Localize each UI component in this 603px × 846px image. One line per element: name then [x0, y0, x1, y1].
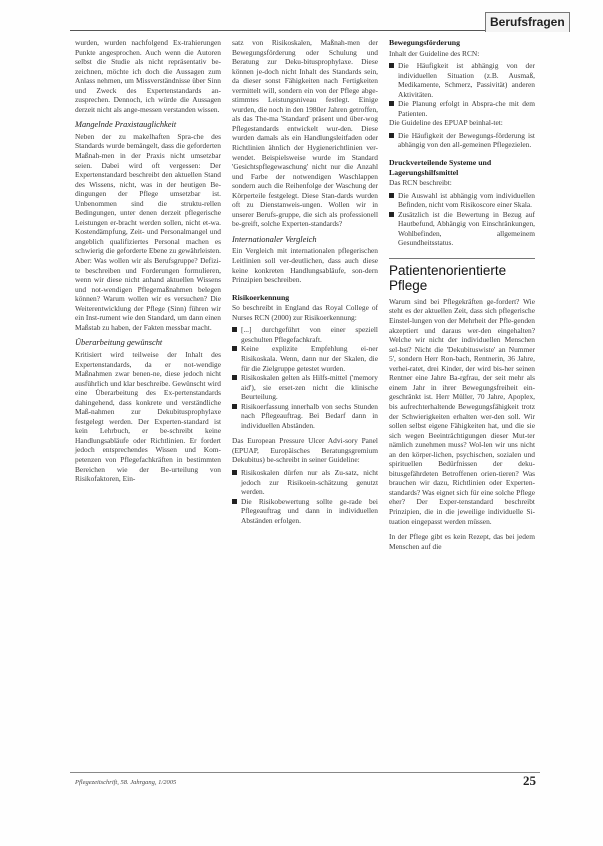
subheading: Druckverteilende Systeme und Lagerungshilfsmittel — [389, 158, 492, 177]
paragraph: satz von Risikoskalen, Maßnah-men der Bewegungsförderung oder Schulung und Beratung zur Deku-bitusprophylaxe. Diese können je-doch nicht Inhalt des Standards sein, da dieser sonst Fähigkeiten nach Fertigkeiten vermittelt will, sondern ein von der Pflege abge-stimmtes Leistungsniveau festlegt. Einige wurden, die noch in den 1980er Jahren getroffen, als das The-ma 'Standard' präsent und über-wog Pflegestandards entwickelt wur-den. Diese wurden damals als ein Handlungsleitfaden oder Richtlinien ähnlich der Hygienerichtlinien ver-wendet. Beispielsweise wurde im Standard 'Gesichtspflegewaschung' nicht nur die Anzahl und Farbe der notwendigen Waschlappen sondern auch die Reihenfolge der Waschung der Körperteile festgelegt. Diese Stan-dards wurden oft zu Dienstanweis-ungen. Wollen wir in unserer Berufs-gruppe, die sich als professionell be-greift, solche Experten-standards? — [232, 38, 378, 229]
section-heading: Patientenorientierte Pflege — [389, 258, 535, 293]
bullet-item: Risikoerfassung innerhalb von sechs Stunden nach Pflegeauftrag. Bei Bedarf dann in individuellen Abständen. — [232, 402, 378, 431]
column-2 — [232, 38, 378, 525]
paragraph: Die Guideline des EPUAP beinhal-tet: — [389, 118, 503, 128]
paragraph: Ein Vergleich mit internationalen pflegerischen Leitlinien soll ver-deutlichen, dass auch diese keine konkreten Handlungsabläufe, son-dern Prinzipien beschreiben. — [232, 246, 378, 285]
paragraph: Das RCN beschreibt: — [389, 178, 452, 188]
page-number: 25 — [523, 773, 536, 788]
section-title: Berufsfragen — [485, 12, 570, 32]
bullet-item: Zusätzlich ist die Bewertung in Bezug auf Hautbefund, Abhängig von Einschränkungen, Wohlbefinden, allgemeinem Gesundheitsstatus. — [389, 210, 535, 248]
column-1 — [75, 38, 221, 487]
bullet-item: Keine explizite Empfehlung ei-ner Risikoskala. Wenn, dann nur der Skalen, die für die Zielgruppe getestet wurden. — [232, 344, 378, 373]
paragraph: Neben der zu makelhaften Spra-che des Standards wurde bemängelt, dass die geforderten Maßnah-men in der Praxis nicht umsetzbar seien. Dabei wird oft vergessen: Der Expertenstandard beschreibt den aktuellen Stand des Wissens, nicht, was in der heutigen Be-dingungen der Pflege umsetzbar ist. Unbenommen sind die struktu-rellen Bedingungen, unter denen derzeit pflegerische Leistungen er-bracht werden sollen, nicht et-wa. Kostendämpfung, Zeit- und Personalmangel und angeblich qualifiziertes Personal machen es schwierig die geforderte Ebene zu gewährleisten. Aber: Was wollen wir als Berufsgruppe? Defizi-te beschreiben und Forderungen formulieren, wenn wir diese nicht anhand aktuellen Wissens und not-wendigen Pflegemaßnahmen belegen können? Warum wollen wir es versuchen? Die Weiterentwicklung der Pflege (Sinn) führen wir ein Inst-rument wie den Standard, um dann einen Maßstab zu haben, der Fakten messbar macht. — [75, 131, 221, 332]
paragraph: Das European Pressure Ulcer Advi-sory Panel (EPUAP, Europäisches Beratungsgremium Dekubitus) be-schreibt in seiner Guideline: — [232, 436, 378, 465]
subheading: Risikoerkennung — [232, 292, 290, 302]
paragraph: Kritisiert wird teilweise der Inhalt des Expertenstandards, da er not-wendige Maßnahmen zwar benen-ne, diese jedoch nicht ausführlich und klar beschreibe. Gewünscht wird eine Überarbeitung des Ex-pertenstandards dahingehend, dass konkrete und verständliche Maß-nahmen zur Dekubitusprophylaxe festgelegt werden. Der Experten-standard ist kein Lehrbuch, er be-schreibt keine Handlungsabläufe oder Richtlinien. Er fordert jedoch entsprechendes Wissen und Kom-petenzen von Pflegefachkräften in bestimmten Bereichen wie der Be-urteilung von Risikofaktoren, Ein- — [75, 349, 221, 484]
footer-rule — [70, 772, 540, 773]
subheading: Internationaler Vergleich — [232, 234, 317, 244]
bullet-item: Die Häufigkeit der Bewegungs-förderung ist abhängig von den all-gemeinen Pflegezielen. — [389, 131, 535, 150]
bullet-item: Risikoskalen gelten als Hilfs-mittel ('memory aid'), sie erset-zen nicht die klinische Beurteilung. — [232, 373, 378, 402]
paragraph: In der Pflege gibt es kein Rezept, das bei jedem Menschen auf die — [389, 532, 535, 551]
paragraph: Warum sind bei Pflegekräften ge-fordert? Wie steht es der aktuellen Zeit, dass sich pflegerische Einstel-lungen von der Mehrheit der Pfle-genden akzeptiert und daraus wer-den eingehalten? Welche wir nicht der individuellen Menschen sel-bst? Nicht die 'Dekubituswiste' an Nummer 5', sondern Herr Ron-bach, Rentnerin, 36 Jahre, verhei-ratet, drei Kinder, der wird bis-her seinen Rentner eine Jahre Ba-rgfrau, der seit mehr als einem Jahr in ihrer Bewegungsfreiheit ein-geschränkt ist. Herr Müller, 70 Jahre, Apoplex, bis aufrechterhaltende Bewegungsfähigkeit trotz der Schwierigkeiten erhalten wer-den soll. Wir sollen selbst eigene Fähigkeiten hat, und die sie sich wegen Beeinträchtigungen dieser Mut-ter nämlich zunehmen muss? Wol-len wir uns nicht an den körper-lichen, psychischen, sozialen und spirituellen Bedürfnissen der deku-bitusgefährdeten Betroffenen orien-tieren? Was brauchen wir dazu, Richtlinien oder Experten-standards? Was eignet sich für eine solche Pflege eher? Der Exper-tenstandard beschreibt Prinzipien, die in die jeweilige individuelle Si-tuation eingepasst werden müssen. — [389, 296, 535, 526]
bullet-item: Die Risikobewertung sollte ge-rade bei Pflegeauftrag und dann in individuellen Abständen erfolgen. — [232, 497, 378, 526]
paragraph: wurden, wurden nachfolgend Ex-trahierungen Punkte angesprochen. Auch wenn die Autoren selbst die Studie als nicht repräsentativ be-zeichnen, möchte ich doch die Aussagen zum Anlass nehmen, um Missverständnisse über Sinn und Zweck des Expertenstandards an-zusprechen. Dennoch, ich würde die Aussagen derzeit nicht als ange-messen verstanden wissen. — [75, 38, 221, 114]
paragraph: Inhalt der Guideline des RCN: — [389, 48, 480, 58]
subheading: Bewegungsförderung — [389, 38, 461, 47]
bullet-item: Die Häufigkeit ist abhängig von der individuellen Situation (z.B. Ausmaß, Medikamente, Schmerz, Passivität) anderen Aktivitäten. — [389, 61, 535, 99]
subheading: Überarbeitung gewünscht — [75, 338, 163, 348]
paragraph: So beschreibt in England das Royal College of Nurses RCN (2000) zur Risikoerkennung: — [232, 303, 378, 322]
bullet-item: Risikoskalen dürfen nur als Zu-satz, nicht jedoch zur Risikoein-schätzung genutzt werden. — [232, 468, 378, 497]
column-3 — [389, 38, 535, 554]
bullet-item: Die Planung erfolgt in Abspra-che mit dem Patienten. — [389, 99, 535, 118]
bullet-item: Die Auswahl ist abhängig vom individuellen Befinden, nicht vom Risikoscore einer Skala. — [389, 191, 535, 210]
bullet-item: [...] durchgeführt von einer speziell geschulten Pflegefachkraft. — [232, 325, 378, 344]
subheading: Mangelnde Praxistauglichkeit — [75, 120, 177, 130]
header-rule — [70, 30, 535, 31]
footer-journal: Pflegezeitschrift, 58. Jahrgang, 1/2005 — [75, 779, 177, 786]
